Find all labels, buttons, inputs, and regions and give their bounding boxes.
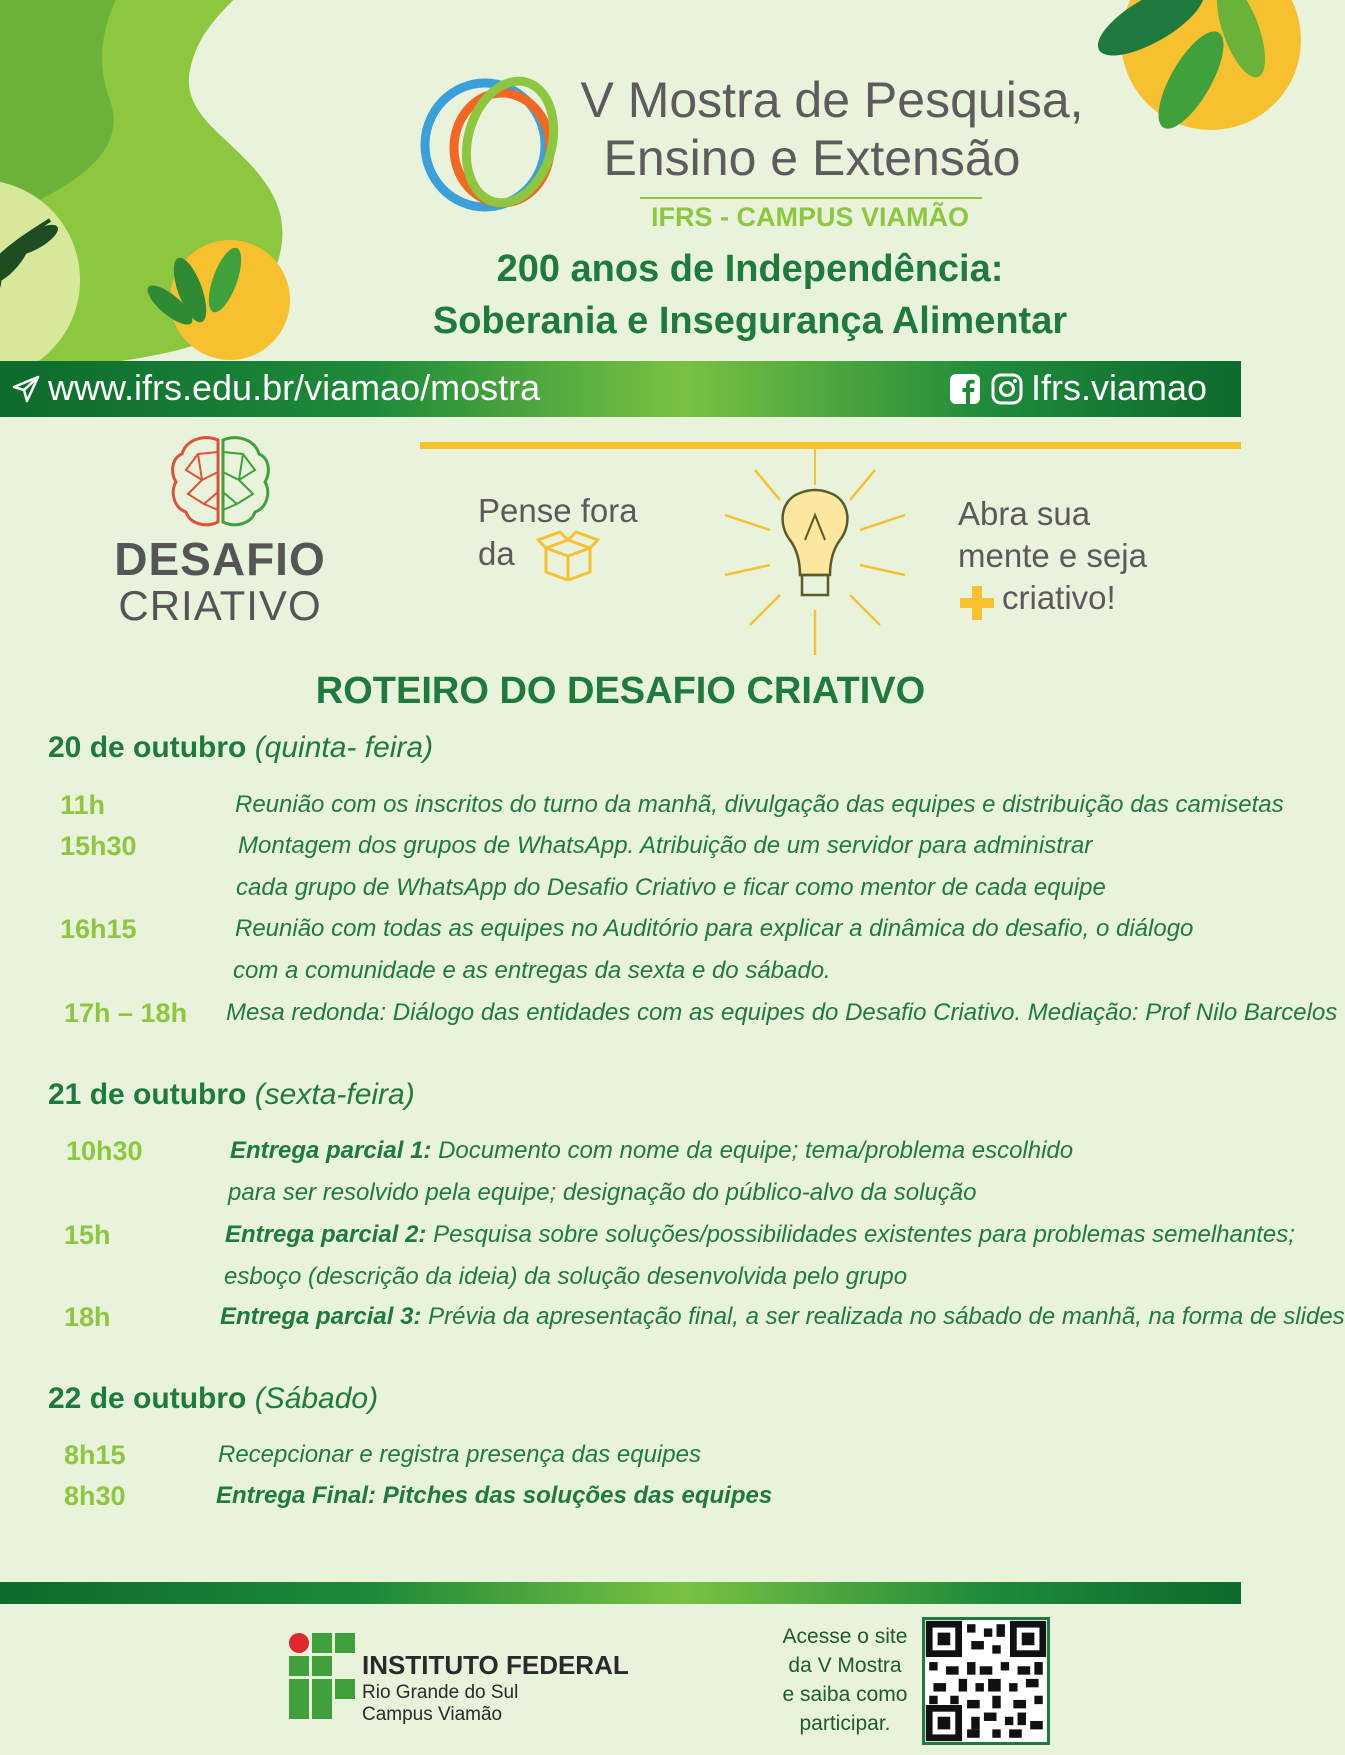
event-title-line1: V Mostra de Pesquisa,	[580, 72, 1084, 128]
access-note-line: e saiba como	[782, 1683, 908, 1706]
schedule-description: Recepcionar e registra presença das equipes	[218, 1441, 701, 1468]
light-bulb-icon	[720, 445, 910, 660]
abra-slogan-line3: criativo!	[1002, 579, 1116, 616]
day-weekday: (Sábado)	[254, 1382, 379, 1415]
delivery-label: Entrega Final: Pitches das soluções das equipes	[216, 1482, 773, 1509]
event-title-line2: Ensino e Extensão	[603, 130, 1021, 186]
schedule-description: Entrega parcial 3: Prévia da apresentação final, a ser realizada no sábado de manhã, na forma de slides	[220, 1303, 1345, 1330]
schedule-description: com a comunidade e as entregas da sexta e do sábado.	[233, 957, 831, 984]
access-note	[780, 1622, 910, 1738]
mostra-rings-logo	[410, 70, 585, 220]
criativo-logo-text: CRIATIVO	[118, 582, 322, 629]
day-heading	[48, 1078, 415, 1112]
delivery-label: Entrega parcial 3:	[220, 1303, 422, 1330]
footer-band	[0, 1582, 1241, 1604]
url-band	[0, 361, 1241, 417]
box-icon	[536, 528, 600, 584]
schedule-description: Entrega parcial 2: Pesquisa sobre soluções/possibilidades existentes para problemas semelhantes;	[225, 1221, 1295, 1248]
abra-slogan-line1: Abra sua	[958, 495, 1091, 532]
schedule-time: 15h	[64, 1220, 111, 1250]
if-logo	[288, 1632, 356, 1720]
delivery-label: Entrega parcial 1:	[230, 1137, 432, 1164]
schedule-time: 10h30	[66, 1136, 143, 1166]
theme-line1: 200 anos de Independência:	[496, 248, 1004, 290]
day-weekday: (sexta-feira)	[254, 1078, 415, 1111]
send-icon	[12, 375, 40, 403]
day-weekday: (quinta- feira)	[254, 731, 434, 764]
leaf-decoration-right	[1081, 0, 1281, 150]
title-divider	[640, 197, 982, 199]
section-title: ROTEIRO DO DESAFIO CRIATIVO	[315, 670, 926, 712]
schedule-description: Reunião com os inscritos do turno da manhã, divulgação das equipes e distribuição das camisetas	[235, 791, 1284, 818]
social-handle[interactable]: Ifrs.viamao	[1030, 367, 1207, 408]
schedule-description: Entrega parcial 1: Documento com nome da equipe; tema/problema escolhido	[230, 1137, 1074, 1164]
facebook-icon[interactable]	[949, 373, 981, 405]
schedule-description: Montagem dos grupos de WhatsApp. Atribuição de um servidor para administrar	[238, 832, 1093, 859]
schedule-time: 8h15	[64, 1440, 126, 1470]
schedule-time: 11h	[60, 790, 106, 820]
website-link[interactable]: www.ifrs.edu.br/viamao/mostra	[48, 367, 541, 408]
institution-name: INSTITUTO FEDERAL	[362, 1650, 629, 1680]
schedule-time: 15h30	[60, 831, 137, 861]
pense-slogan-line2: da	[478, 535, 515, 572]
plus-icon	[960, 586, 994, 620]
schedule-time: 17h – 18h	[64, 998, 188, 1028]
schedule-description: Mesa redonda: Diálogo das entidades com as equipes do Desafio Criativo. Mediação: Prof Nilo Barcelos	[226, 999, 1338, 1026]
schedule-time: 18h	[64, 1302, 111, 1332]
schedule-time: 8h30	[64, 1481, 126, 1511]
brain-icon	[168, 432, 273, 532]
schedule-description: esboço (descrição da ideia) da solução desenvolvida pelo grupo	[224, 1263, 908, 1290]
schedule-description: Reunião com todas as equipes no Auditório para explicar a dinâmica do desafio, o diálogo	[235, 915, 1194, 942]
day-date: 20 de outubro	[48, 731, 247, 764]
abra-slogan-line2: mente e seja	[958, 537, 1147, 574]
instagram-icon[interactable]	[991, 373, 1023, 405]
schedule-description: cada grupo de WhatsApp do Desafio Criativo e ficar como mentor de cada equipe	[236, 874, 1106, 901]
desafio-logo-text: DESAFIO	[114, 533, 326, 585]
theme-line2: Soberania e Insegurança Alimentar	[432, 300, 1068, 342]
qr-code[interactable]	[922, 1617, 1050, 1745]
pense-slogan-line1: Pense fora	[478, 492, 638, 529]
day-heading	[48, 731, 433, 765]
institution-state: Rio Grande do Sul	[362, 1682, 519, 1703]
access-note-line: Acesse o site	[782, 1625, 908, 1648]
day-heading	[48, 1382, 378, 1416]
schedule-description: para ser resolvido pela equipe; designação do público-alvo da solução	[228, 1179, 977, 1206]
institution-campus: Campus Viamão	[362, 1704, 503, 1725]
access-note-line: participar.	[799, 1712, 891, 1735]
day-date: 22 de outubro	[48, 1382, 247, 1415]
day-date: 21 de outubro	[48, 1078, 247, 1111]
campus-label: IFRS - CAMPUS VIAMÃO	[650, 202, 969, 232]
schedule-time: 16h15	[60, 914, 137, 944]
schedule-description	[216, 1482, 772, 1510]
access-note-line: da V Mostra	[788, 1654, 902, 1677]
delivery-label: Entrega parcial 2:	[225, 1221, 427, 1248]
